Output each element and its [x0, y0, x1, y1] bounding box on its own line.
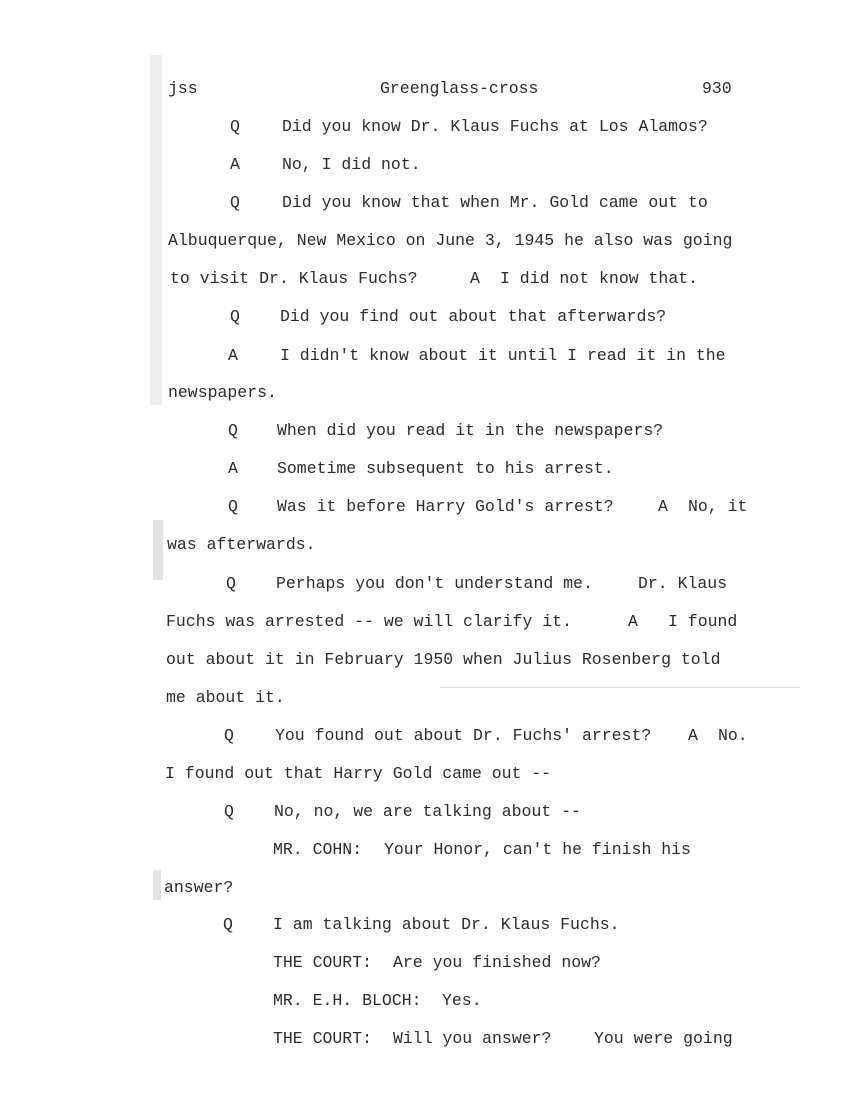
speaker-label: MR. COHN: — [273, 840, 363, 859]
line-text: answer? — [164, 878, 234, 897]
scan-edge-shadow — [153, 520, 163, 580]
question-marker: Q — [226, 574, 236, 593]
question-marker: Q — [230, 307, 240, 326]
line-text: out about it in February 1950 when Julius Rosenberg told — [166, 650, 721, 669]
question-marker: Q — [224, 802, 234, 821]
answer-text: No, it — [688, 497, 748, 516]
line-text: Albuquerque, New Mexico on June 3, 1945 he also was going — [168, 231, 733, 250]
line-text: No, no, we are talking about -- — [274, 802, 581, 821]
line-text: was afterwards. — [167, 535, 316, 554]
answer-marker: A — [628, 612, 638, 631]
header-initials: jss — [168, 79, 198, 98]
page-number: 930 — [702, 79, 732, 98]
line-text: Your Honor, can't he finish his — [384, 840, 691, 859]
answer-marker: A — [470, 269, 480, 288]
question-marker: Q — [223, 915, 233, 934]
line-text: Did you know Dr. Klaus Fuchs at Los Alamos? — [282, 117, 708, 136]
line-text: Yes. — [442, 991, 482, 1010]
scan-artifact-line — [440, 687, 800, 688]
line-text: Will you answer? — [393, 1029, 552, 1048]
line-text: Are you finished now? — [393, 953, 601, 972]
answer-text: I did not know that. — [500, 269, 699, 288]
line-text: to visit Dr. Klaus Fuchs? — [170, 269, 418, 288]
scan-edge-shadow — [150, 55, 162, 405]
question-marker: Q — [224, 726, 234, 745]
line-text: Did you know that when Mr. Gold came out to — [282, 193, 708, 212]
line-text: I am talking about Dr. Klaus Fuchs. — [273, 915, 620, 934]
speaker-label: MR. E.H. BLOCH: — [273, 991, 422, 1010]
answer-text: No. — [718, 726, 748, 745]
line-text: I didn't know about it until I read it in the — [280, 346, 726, 365]
line-text-tail: You were going — [594, 1029, 733, 1048]
answer-marker: A — [230, 155, 240, 174]
question-marker: Q — [228, 497, 238, 516]
line-text: Did you find out about that afterwards? — [280, 307, 667, 326]
answer-marker: A — [688, 726, 698, 745]
line-text: Was it before Harry Gold's arrest? — [277, 497, 614, 516]
answer-marker: A — [658, 497, 668, 516]
line-text: me about it. — [166, 688, 285, 707]
line-text: No, I did not. — [282, 155, 421, 174]
line-text: I found out that Harry Gold came out -- — [165, 764, 552, 783]
speaker-label: THE COURT: — [273, 953, 373, 972]
line-text: You found out about Dr. Fuchs' arrest? — [275, 726, 652, 745]
question-marker: Q — [230, 117, 240, 136]
line-text: Perhaps you don't understand me. — [276, 574, 593, 593]
line-text: Fuchs was arrested -- we will clarify it. — [166, 612, 572, 631]
page-title: Greenglass-cross — [380, 79, 539, 98]
line-text: When did you read it in the newspapers? — [277, 421, 664, 440]
answer-marker: A — [228, 459, 238, 478]
line-text-tail: Dr. Klaus — [638, 574, 728, 593]
question-marker: Q — [228, 421, 238, 440]
line-text: newspapers. — [168, 383, 277, 402]
answer-marker: A — [228, 346, 238, 365]
speaker-label: THE COURT: — [273, 1029, 373, 1048]
question-marker: Q — [230, 193, 240, 212]
answer-text: I found — [668, 612, 738, 631]
line-text: Sometime subsequent to his arrest. — [277, 459, 614, 478]
scan-edge-shadow — [153, 870, 161, 900]
